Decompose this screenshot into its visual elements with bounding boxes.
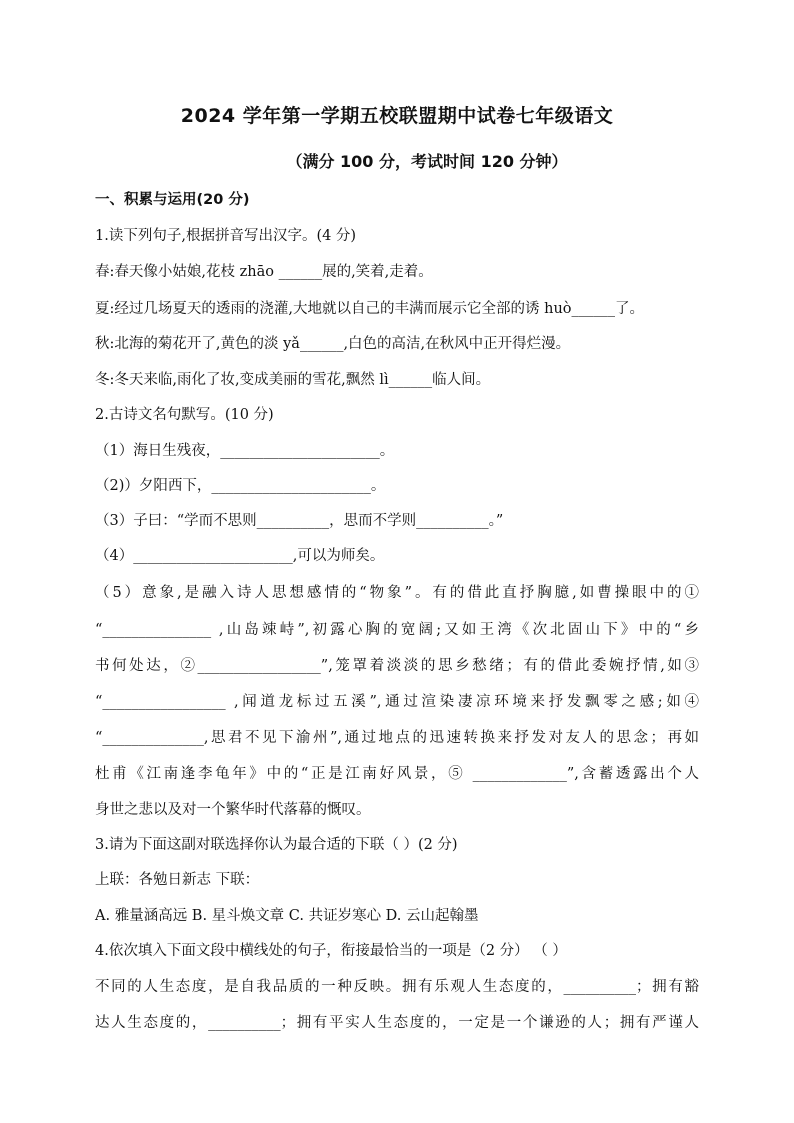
question-2-item-5-line-5: “______________,思君不见下渝州”,通过地点的迅速转换来抒发对友人的思念；再如 <box>95 730 699 746</box>
question-4-passage-line-2: 达人生态度的，__________；拥有平实人生态度的，一定是一个谦逊的人；拥有严谨人 <box>95 1015 699 1031</box>
question-3-prompt: 3.请为下面这副对联选择你认为最合适的下联（ ）(2 分) <box>95 837 458 853</box>
question-1-spring: 春:春天像小姑娘,花枝 zhāo ______展的,笑着,走着。 <box>95 264 433 280</box>
question-2-item-5-line-2: “_______________ ,山岛竦峙”,初露心胸的宽阔;又如王湾《次北固山下》中的“乡 <box>95 622 699 638</box>
question-2-prompt: 2.古诗文名句默写。(10 分) <box>95 407 274 423</box>
question-3-options: A. 雅量涵高远 B. 星斗焕文章 C. 共证岁寒心 D. 云山起翰墨 <box>95 908 479 924</box>
question-4-passage-line-1: 不同的人生态度，是自我品质的一种反映。拥有乐观人生态度的，__________；拥有豁 <box>95 979 699 995</box>
question-2-item-3: （3）子曰：“学而不思则__________，思而不学则__________。” <box>95 513 504 529</box>
question-2-item-1: （1）海日生残夜，______________________。 <box>95 443 395 459</box>
question-3-couplet: 上联：各勉日新志 下联： <box>95 872 260 888</box>
question-2-item-5-line-6: 杜甫《江南逢李龟年》中的“正是江南好风景，⑤ _____________”,含蓄透露出个人 <box>95 766 699 782</box>
question-1-winter: 冬:冬天来临,雨化了妆,变成美丽的雪花,飘然 lì______临人间。 <box>95 372 491 388</box>
question-2-item-5-line-3: 书何处达，②_________________”,笼罩着淡淡的思乡愁绪；有的借此委婉抒情,如③ <box>95 658 699 674</box>
question-1-autumn: 秋:北海的菊花开了,黄色的淡 yǎ______,白色的高洁,在秋风中正开得烂漫。 <box>95 336 571 352</box>
question-4-prompt: 4.依次填入下面文段中横线处的句子，衔接最恰当的一项是（2 分） （ ） <box>95 943 567 959</box>
question-2-item-5-line-1: （5）意象,是融入诗人思想感情的“物象”。有的借此直抒胸臆,如曹操眼中的① <box>95 585 699 601</box>
exam-title: 2024 学年第一学期五校联盟期中试卷七年级语文 <box>180 105 614 127</box>
question-1-prompt: 1.读下列句子,根据拼音写出汉字。(4 分) <box>95 228 357 244</box>
question-2-item-5-line-7: 身世之悲以及对一个繁华时代落幕的慨叹。 <box>95 802 371 818</box>
question-2-item-2: （2)）夕阳西下，______________________。 <box>95 478 386 494</box>
question-2-item-5-line-4: “_________________ ,闻道龙标过五溪”,通过渲染凄凉环境来抒发飘零之感;如④ <box>95 694 699 710</box>
question-2-item-4: （4）______________________,可以为师矣。 <box>95 548 385 564</box>
question-1-summer: 夏:经过几场夏天的透雨的浇灌,大地就以自己的丰满而展示它全部的诱 huò______了。 <box>95 301 645 317</box>
section-heading: 一、积累与运用(20 分) <box>95 192 250 208</box>
exam-subtitle: （满分 100 分，考试时间 120 分钟） <box>286 152 568 171</box>
